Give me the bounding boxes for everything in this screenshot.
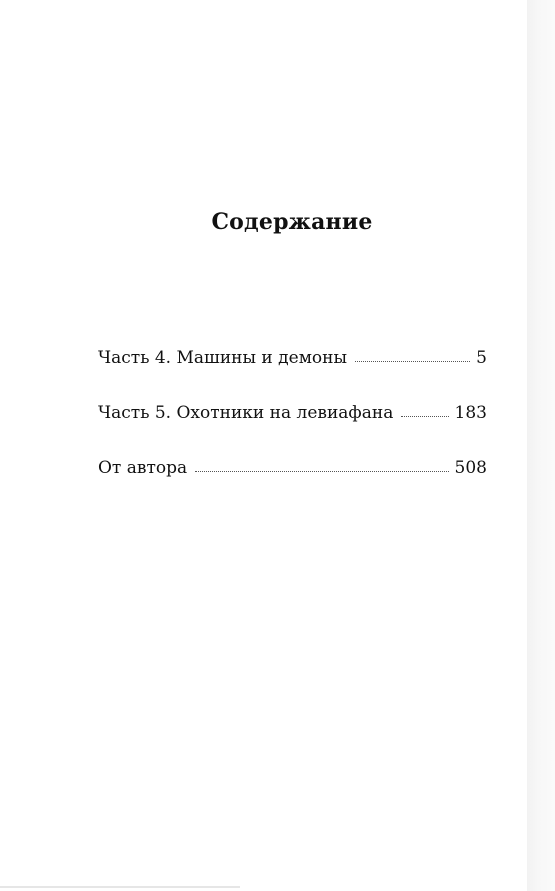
toc-entry-page: 508 [454, 458, 487, 478]
toc-entry-title: Часть 4. Машины и демоны [98, 348, 348, 368]
page-title: Содержание [211, 209, 373, 235]
toc-entry-page: 183 [454, 403, 487, 423]
page-bottom-divider [0, 886, 240, 888]
toc-entry-title: Часть 5. Охотники на левиафана [98, 403, 394, 423]
dot-leader [195, 470, 448, 472]
dot-leader [401, 415, 448, 417]
page-edge-shadow [527, 0, 555, 891]
toc-entry [98, 455, 487, 510]
dot-leader [355, 360, 470, 362]
toc-entry-page: 5 [476, 348, 487, 368]
table-of-contents [98, 345, 487, 510]
toc-entry-title: От автора [98, 458, 188, 478]
toc-entry [98, 345, 487, 400]
toc-entry [98, 400, 487, 455]
